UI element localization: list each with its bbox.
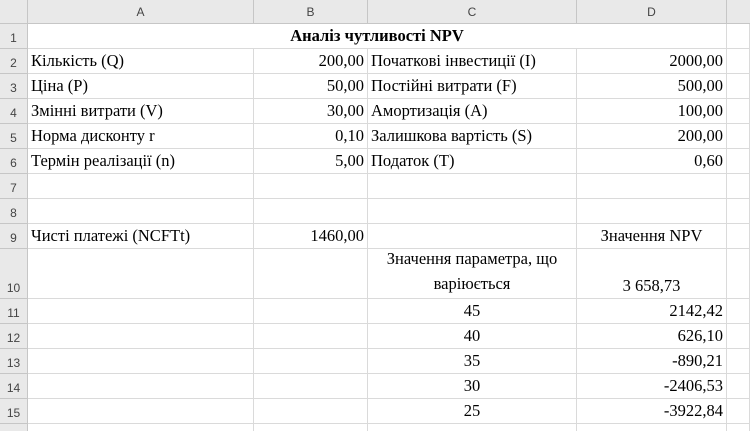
empty-cell[interactable] [368, 224, 577, 249]
empty-cell[interactable] [28, 249, 254, 299]
empty-cell[interactable] [28, 349, 254, 374]
empty-cell[interactable] [727, 399, 750, 424]
empty-cell[interactable] [254, 199, 368, 224]
empty-cell[interactable] [28, 174, 254, 199]
select-all-corner[interactable] [0, 0, 28, 24]
npv-column-header[interactable]: Значення NPV [577, 224, 727, 249]
empty-cell[interactable] [727, 374, 750, 399]
empty-cell[interactable] [577, 424, 727, 431]
row-header-7[interactable]: 7 [0, 174, 28, 199]
empty-cell[interactable] [28, 299, 254, 324]
param-label-depreciation[interactable]: Амортизація (A) [368, 99, 577, 124]
param-label-variable-costs[interactable]: Змінні витрати (V) [28, 99, 254, 124]
empty-cell[interactable] [254, 349, 368, 374]
row-header-4[interactable]: 4 [0, 99, 28, 124]
column-header-a[interactable]: A [28, 0, 254, 24]
empty-cell[interactable] [577, 174, 727, 199]
param-value-investment[interactable]: 2000,00 [577, 49, 727, 74]
row-header-6[interactable]: 6 [0, 149, 28, 174]
empty-cell[interactable] [727, 299, 750, 324]
empty-cell[interactable] [28, 374, 254, 399]
param-label-fixed-costs[interactable]: Постійні витрати (F) [368, 74, 577, 99]
row-header-15[interactable]: 15 [0, 399, 28, 424]
column-header-b[interactable]: B [254, 0, 368, 24]
empty-cell[interactable] [727, 49, 750, 74]
net-payments-label[interactable]: Чисті платежі (NCFTt) [28, 224, 254, 249]
sensitivity-param-cell[interactable]: 30 [368, 374, 577, 399]
empty-cell[interactable] [727, 99, 750, 124]
empty-cell[interactable] [727, 224, 750, 249]
param-label-term[interactable]: Термін реалізації (n) [28, 149, 254, 174]
empty-cell[interactable] [28, 199, 254, 224]
empty-cell[interactable] [727, 174, 750, 199]
empty-cell[interactable] [254, 249, 368, 299]
param-value-discount-rate[interactable]: 0,10 [254, 124, 368, 149]
npv-base-value[interactable]: 3 658,73 [577, 249, 727, 299]
empty-cell[interactable] [28, 424, 254, 431]
empty-cell[interactable] [28, 399, 254, 424]
sensitivity-param-cell[interactable]: 45 [368, 299, 577, 324]
empty-cell[interactable] [727, 74, 750, 99]
row-header-13[interactable]: 13 [0, 349, 28, 374]
row-header-3[interactable]: 3 [0, 74, 28, 99]
row-header-8[interactable]: 8 [0, 199, 28, 224]
param-label-quantity[interactable]: Кількість (Q) [28, 49, 254, 74]
param-value-salvage-value[interactable]: 200,00 [577, 124, 727, 149]
sensitivity-npv-cell[interactable]: -2406,53 [577, 374, 727, 399]
param-value-price[interactable]: 50,00 [254, 74, 368, 99]
empty-cell[interactable] [727, 199, 750, 224]
empty-cell[interactable] [28, 324, 254, 349]
param-value-fixed-costs[interactable]: 500,00 [577, 74, 727, 99]
row-header-9[interactable]: 9 [0, 224, 28, 249]
sensitivity-npv-cell[interactable]: -890,21 [577, 349, 727, 374]
row-header-14[interactable]: 14 [0, 374, 28, 399]
sensitivity-npv-cell[interactable]: -3922,84 [577, 399, 727, 424]
row-header-12[interactable]: 12 [0, 324, 28, 349]
column-header-e[interactable] [727, 0, 750, 24]
param-label-tax[interactable]: Податок (T) [368, 149, 577, 174]
row-header-11[interactable]: 11 [0, 299, 28, 324]
row-header-16[interactable] [0, 424, 28, 431]
param-value-term[interactable]: 5,00 [254, 149, 368, 174]
empty-cell[interactable] [254, 324, 368, 349]
param-value-quantity[interactable]: 200,00 [254, 49, 368, 74]
row-header-1[interactable]: 1 [0, 24, 28, 49]
empty-cell[interactable] [368, 199, 577, 224]
empty-cell[interactable] [254, 424, 368, 431]
sensitivity-param-cell[interactable]: 35 [368, 349, 577, 374]
sensitivity-npv-cell[interactable]: 626,10 [577, 324, 727, 349]
empty-cell[interactable] [727, 424, 750, 431]
empty-cell[interactable] [727, 249, 750, 299]
param-label-discount-rate[interactable]: Норма дисконту r [28, 124, 254, 149]
param-value-tax[interactable]: 0,60 [577, 149, 727, 174]
empty-cell[interactable] [577, 199, 727, 224]
empty-cell[interactable] [727, 124, 750, 149]
row-header-10[interactable]: 10 [0, 249, 28, 299]
column-header-c[interactable]: C [368, 0, 577, 24]
sheet-title-cell[interactable]: Аналіз чутливості NPV [28, 24, 727, 49]
sensitivity-npv-cell[interactable]: 2142,42 [577, 299, 727, 324]
empty-cell[interactable] [368, 424, 577, 431]
empty-cell[interactable] [727, 349, 750, 374]
row-header-2[interactable]: 2 [0, 49, 28, 74]
param-label-price[interactable]: Ціна (P) [28, 74, 254, 99]
empty-cell[interactable] [368, 174, 577, 199]
param-label-salvage-value[interactable]: Залишкова вартість (S) [368, 124, 577, 149]
empty-cell[interactable] [254, 174, 368, 199]
sensitivity-param-cell[interactable]: 40 [368, 324, 577, 349]
column-header-d[interactable]: D [577, 0, 727, 24]
empty-cell[interactable] [727, 324, 750, 349]
empty-cell[interactable] [254, 399, 368, 424]
param-label-investment[interactable]: Початкові інвестиції (I) [368, 49, 577, 74]
empty-cell[interactable] [254, 299, 368, 324]
empty-cell[interactable] [727, 149, 750, 174]
param-column-header[interactable]: Значення параметра, що варіюється [368, 249, 577, 299]
sensitivity-param-cell[interactable]: 25 [368, 399, 577, 424]
net-payments-value[interactable]: 1460,00 [254, 224, 368, 249]
param-value-depreciation[interactable]: 100,00 [577, 99, 727, 124]
empty-cell[interactable] [727, 24, 750, 49]
param-value-variable-costs[interactable]: 30,00 [254, 99, 368, 124]
row-header-5[interactable]: 5 [0, 124, 28, 149]
empty-cell[interactable] [254, 374, 368, 399]
